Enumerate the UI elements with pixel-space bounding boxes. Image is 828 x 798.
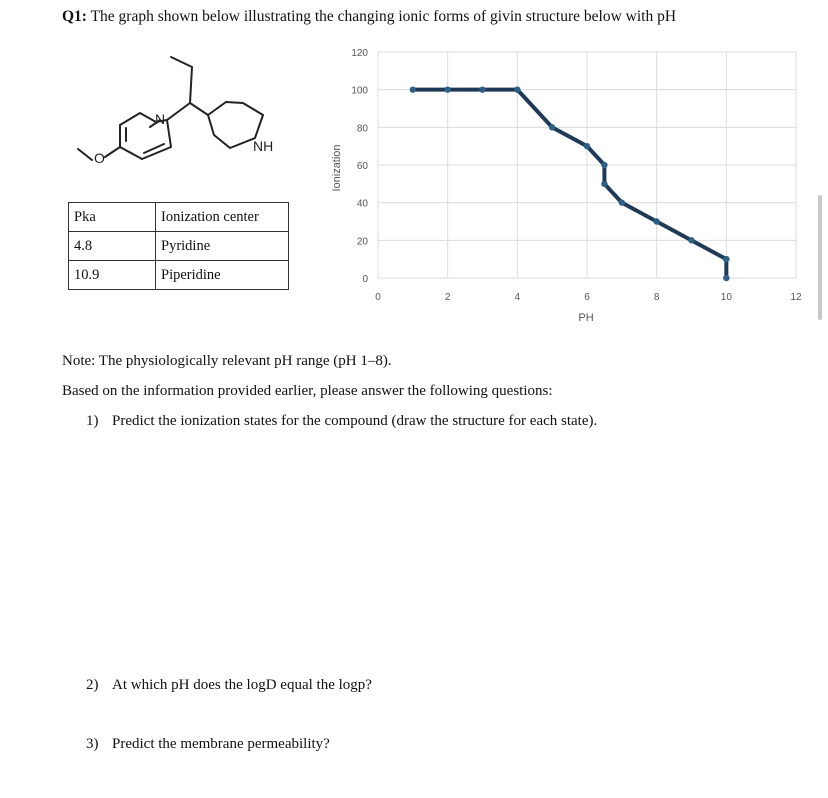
x-axis-label: PH xyxy=(578,312,594,324)
data-point xyxy=(479,86,485,92)
y-tick-labels xyxy=(351,48,368,285)
question-number: 1) xyxy=(86,413,99,429)
x-tick-label: 6 xyxy=(584,292,590,303)
scrollbar-edge[interactable] xyxy=(818,195,822,320)
y-tick-label: 40 xyxy=(356,198,368,210)
question-body: Predict the ionization states for the compound (draw the structure for each state). xyxy=(112,413,598,429)
question-3 xyxy=(86,736,330,753)
ionization-chart xyxy=(318,40,818,330)
table-row xyxy=(69,261,289,290)
question-2 xyxy=(86,677,372,694)
y-tick-label: 100 xyxy=(351,85,368,97)
data-point xyxy=(723,275,729,281)
data-point xyxy=(688,237,694,243)
question-1 xyxy=(86,413,597,430)
data-point xyxy=(410,86,416,92)
x-tick-label: 2 xyxy=(444,292,451,303)
atom-label-o: O xyxy=(94,150,105,166)
chart-series xyxy=(410,86,730,281)
y-axis-label: Ionization xyxy=(331,144,343,192)
question-body: At which pH does the logD equal the logp? xyxy=(112,677,372,693)
series-line xyxy=(413,90,727,278)
data-point xyxy=(723,256,729,262)
x-tick-label: 10 xyxy=(720,292,732,303)
question-number: 3) xyxy=(86,736,99,752)
data-point xyxy=(514,86,520,92)
x-tick-label: 4 xyxy=(514,292,521,303)
pka-table xyxy=(68,202,289,290)
atom-label-nh: NH xyxy=(253,138,274,154)
y-tick-label: 20 xyxy=(356,236,368,248)
data-point xyxy=(584,143,590,149)
note-text: Note: The physiologically relevant pH range (pH 1–8). xyxy=(62,353,392,369)
data-point xyxy=(653,218,659,224)
y-tick-label: 0 xyxy=(362,274,368,285)
data-point xyxy=(601,162,607,168)
chart-grid xyxy=(378,52,796,278)
table-header-pka: Pka xyxy=(69,203,156,232)
question-number: 2) xyxy=(86,677,99,693)
atom-label-n: N xyxy=(155,111,166,127)
table-cell-pka: 4.8 xyxy=(69,232,156,261)
data-point xyxy=(444,86,450,92)
x-tick-label: 0 xyxy=(375,292,381,303)
question-body: Predict the membrane permeability? xyxy=(112,736,330,752)
x-tick-label: 8 xyxy=(653,292,660,303)
data-point xyxy=(549,124,555,130)
table-cell-center: Pyridine xyxy=(156,232,289,261)
table-cell-pka: 10.9 xyxy=(69,261,156,290)
y-tick-label: 80 xyxy=(356,123,368,135)
x-tick-label: 12 xyxy=(790,292,802,303)
table-header-row xyxy=(69,203,289,232)
x-tick-labels xyxy=(375,292,802,303)
y-tick-label: 120 xyxy=(351,48,368,59)
table-row xyxy=(69,232,289,261)
chemical-structure xyxy=(60,55,310,195)
table-header-center: Ionization center xyxy=(156,203,289,232)
question-label: Q1: xyxy=(62,8,87,25)
question-text: The graph shown below illustrating the changing ionic forms of givin structure below with pH xyxy=(90,8,677,25)
data-point xyxy=(619,199,625,205)
question-title xyxy=(62,8,676,26)
intro-text: Based on the information provided earlier, please answer the following questions: xyxy=(62,383,553,399)
y-tick-label: 60 xyxy=(356,161,368,172)
data-point xyxy=(601,181,607,187)
table-cell-center: Piperidine xyxy=(156,261,289,290)
